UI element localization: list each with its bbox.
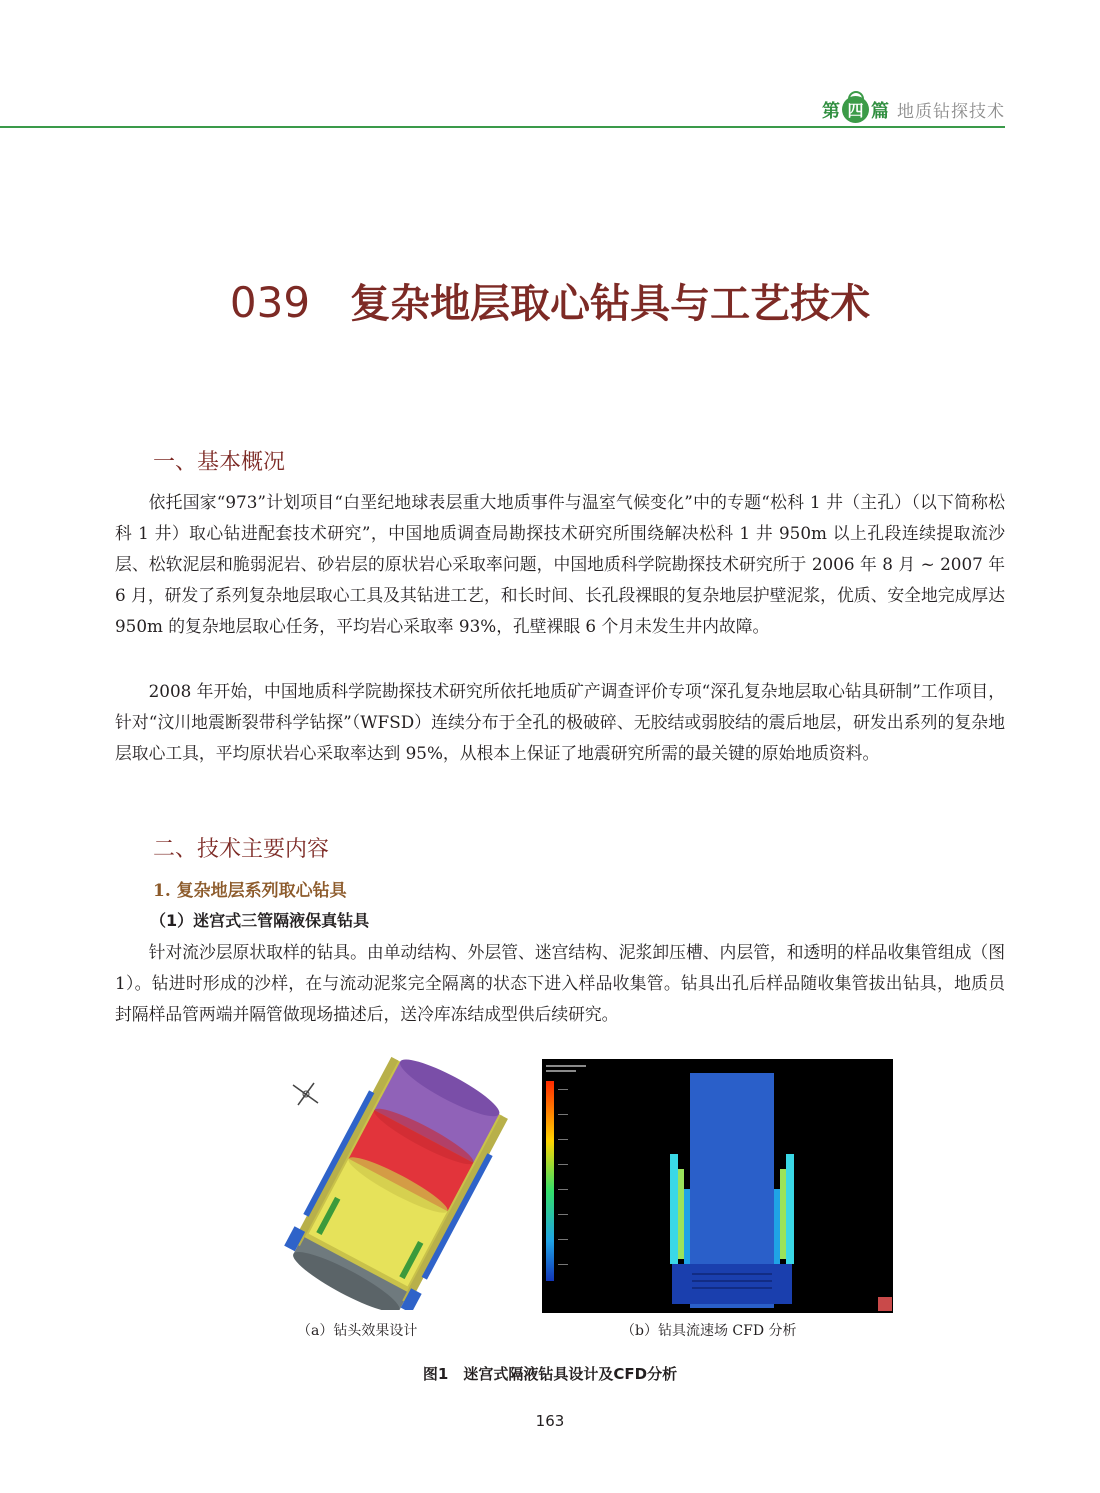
drill-bit-3d-figure bbox=[268, 1055, 518, 1310]
section-heading-overview: 一、基本概况 bbox=[153, 450, 286, 475]
page-number: 163 bbox=[535, 1412, 565, 1430]
section-heading-technology: 二、技术主要内容 bbox=[153, 837, 330, 862]
part-label bbox=[822, 96, 889, 123]
chapter-title bbox=[0, 272, 1100, 329]
part-suffix: 篇 bbox=[871, 100, 889, 122]
header-rule bbox=[0, 126, 1005, 128]
caption-b: （b）钻具流速场 CFD 分析 bbox=[621, 1323, 797, 1339]
part-title: 地质钻探技术 bbox=[897, 102, 1005, 122]
paragraph-3: 针对流沙层原状取样的钻具。由单动结构、外层管、迷宫结构、泥浆卸压槽、内层管，和透明的样品收集管组成（图 1）。钻进时形成的沙样，在与流动泥浆完全隔离的状态下进入样品收集管。钻具出孔后样品随收集管拔出钻具，地质员封隔样品管两端并隔管做现场描述后，送冷库冻结成型供后续研究。 bbox=[115, 942, 1005, 1024]
caption-a: （a）钻头效果设计 bbox=[297, 1323, 418, 1339]
paragraph-2: 2008 年开始，中国地质科学院勘探技术研究所依托地质矿产调查评价专项“深孔复杂地层取心钻具研制”工作项目，针对“汶川地震断裂带科学钻探”（WFSD）连续分布于全孔的极破碎、无胶结或弱胶结的震后地层，研发出系列的复杂地层取心工具，平均原状岩心采取率达到 95%，从根本上保证了地震研究所需的最关键的原始地质资料。 bbox=[115, 681, 1005, 763]
part-number-badge: 四 bbox=[842, 96, 869, 123]
chapter-title-text: 复杂地层取心钻具与工艺技术 bbox=[350, 281, 871, 327]
figure-caption: 图1 迷宫式隔液钻具设计及CFD分析 bbox=[422, 1365, 678, 1383]
header-right bbox=[822, 96, 1005, 123]
axis-marker-icon bbox=[293, 1083, 318, 1105]
running-header bbox=[0, 96, 1005, 132]
part-prefix: 第 bbox=[822, 100, 840, 122]
chapter-number: 039 bbox=[229, 278, 311, 327]
sub-subsection-heading: （1）迷宫式三管隔液保真钻具 bbox=[150, 911, 370, 930]
color-scale-bar bbox=[546, 1081, 554, 1281]
cfd-analysis-figure bbox=[542, 1059, 893, 1313]
paragraph-1: 依托国家“973”计划项目“白垩纪地球表层重大地质事件与温室气候变化”中的专题“松科 1 井（主孔）（以下简称松科 1 井）取心钻进配套技术研究”，中国地质调查局勘探技术研究所围绕解决松科 1 井 950m 以上孔段连续提取流沙层、松软泥层和脆弱泥岩、砂岩层的原状岩心采取率问题，中国地质科学院勘探技术研究所于 2006 年 8 月 ~ 2007 年 6 月，研发了系列复杂地层取心工具及其钻进工艺，和长时间、长孔段裸眼的复杂地层护壁泥浆，优质、安全地完成厚达 950m 的复杂地层取心任务，平均岩心采取率 93%，孔壁裸眼 6 个月未发生井内故障。 bbox=[115, 492, 1005, 636]
subsection-heading: 1. 复杂地层系列取心钻具 bbox=[153, 881, 347, 901]
axis-triad-icon bbox=[878, 1297, 892, 1311]
scale-ticks bbox=[558, 1089, 568, 1265]
